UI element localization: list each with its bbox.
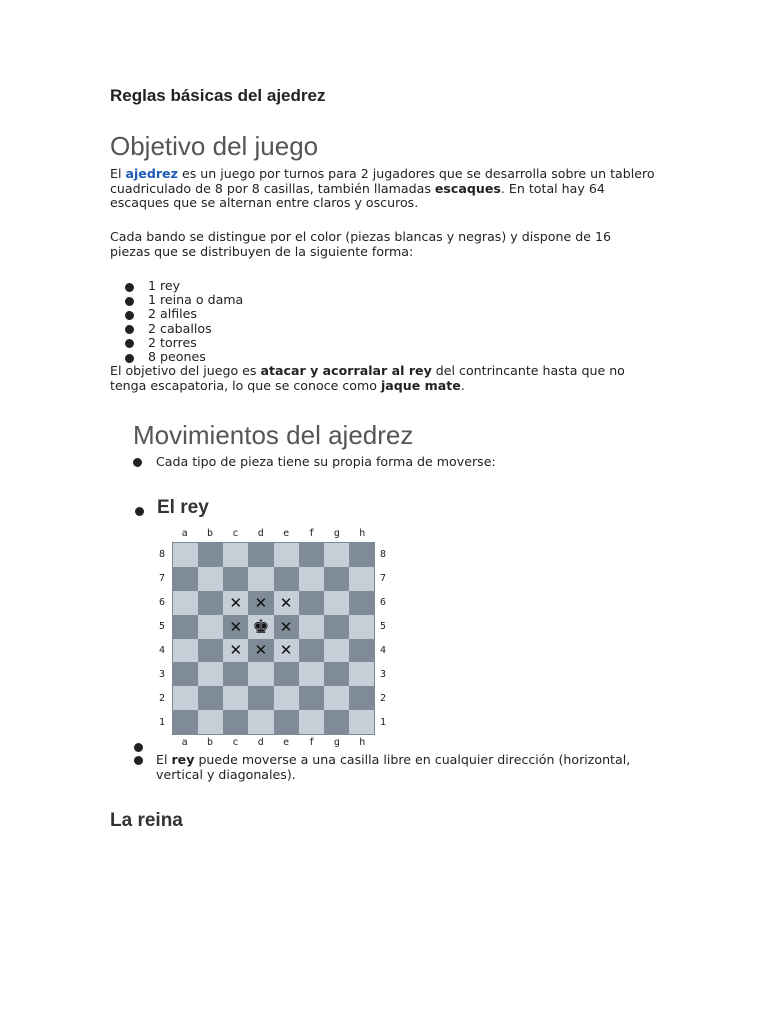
rank-label: 6	[380, 596, 387, 608]
square-g5	[324, 615, 349, 639]
rank-label: 2	[159, 693, 166, 705]
move-mark-icon: ✕	[229, 593, 243, 612]
movements-intro: Cada tipo de pieza tiene su propia forma de moverse:	[156, 454, 496, 469]
square-d5	[248, 615, 273, 639]
square-h1	[349, 710, 374, 734]
file-label: h	[359, 528, 366, 539]
ajedrez-link[interactable]: ajedrez	[125, 166, 178, 181]
file-label: d	[257, 737, 264, 748]
file-label: f	[308, 528, 315, 539]
file-label: g	[333, 737, 340, 748]
square-b3	[198, 662, 223, 686]
square-b1	[198, 710, 223, 734]
king-description	[156, 753, 656, 782]
jaque-mate-bold: jaque mate	[380, 377, 461, 393]
text-run: del contrincante hasta que no tenga escapatoria, lo que se conoce como	[110, 363, 625, 393]
bold-run: atacar y acorralar al rey	[260, 363, 432, 378]
text-run: .	[460, 377, 465, 393]
square-d2	[248, 686, 273, 710]
square-h6	[349, 591, 374, 615]
square-d1	[248, 710, 273, 734]
square-f1	[299, 710, 324, 734]
board-files-bottom	[172, 737, 375, 748]
square-e8	[274, 543, 299, 567]
square-c6	[223, 591, 248, 615]
square-g6	[324, 591, 349, 615]
list-item: 2 caballos	[110, 322, 243, 336]
square-f7	[299, 567, 324, 591]
square-e2	[274, 686, 299, 710]
square-c8	[223, 543, 248, 567]
square-h8	[349, 543, 374, 567]
list-item: 2 alfiles	[110, 307, 243, 321]
list-item: 8 peones	[110, 350, 243, 364]
square-f5	[299, 615, 324, 639]
rank-label: 6	[159, 596, 166, 608]
square-f8	[299, 543, 324, 567]
board-ranks-left	[159, 542, 165, 735]
file-label: c	[232, 528, 239, 539]
square-c4	[223, 639, 248, 663]
rank-label: 4	[159, 645, 166, 657]
square-h5	[349, 615, 374, 639]
square-c2	[223, 686, 248, 710]
text-run: es un juego por turnos para 2 jugadores que se desarrolla sobre un tablero cuadriculado de 8 por 8 casillas, también llamadas	[110, 166, 655, 196]
bullet-icon	[134, 756, 143, 765]
rank-label: 7	[380, 572, 387, 584]
square-e3	[274, 662, 299, 686]
queen-heading: La reina	[110, 810, 183, 831]
square-d4	[248, 639, 273, 663]
square-b6	[198, 591, 223, 615]
square-f4	[299, 639, 324, 663]
square-g7	[324, 567, 349, 591]
text-run: El objetivo del juego es	[110, 363, 261, 378]
square-g4	[324, 639, 349, 663]
chess-board	[172, 542, 375, 735]
move-mark-icon: ✕	[279, 617, 293, 636]
bullet-icon	[135, 507, 144, 516]
square-b5	[198, 615, 223, 639]
square-c7	[223, 567, 248, 591]
square-g8	[324, 543, 349, 567]
rank-label: 3	[159, 669, 166, 681]
square-a6	[173, 591, 198, 615]
square-c5	[223, 615, 248, 639]
square-c1	[223, 710, 248, 734]
square-f2	[299, 686, 324, 710]
objective-paragraph-1	[110, 167, 655, 211]
move-mark-icon: ✕	[254, 641, 268, 660]
text-run: puede moverse a una casilla libre en cualquier dirección (horizontal, vertical y diagonales).	[156, 752, 631, 782]
rey-bold: rey	[171, 752, 195, 767]
objective-paragraph-2: Cada bando se distingue por el color (piezas blancas y negras) y dispone de 16 piezas que se distribuyen de la siguiente forma:	[110, 229, 611, 259]
square-h4	[349, 639, 374, 663]
square-d6	[248, 591, 273, 615]
pieces-list	[110, 279, 243, 364]
square-e6	[274, 591, 299, 615]
list-item: 2 torres	[110, 336, 243, 350]
square-e7	[274, 567, 299, 591]
objective-heading: Objetivo del juego	[110, 131, 319, 161]
square-a4	[173, 639, 198, 663]
file-label: e	[283, 737, 290, 748]
file-label: f	[308, 737, 315, 748]
square-g1	[324, 710, 349, 734]
square-b2	[198, 686, 223, 710]
move-mark-icon: ✕	[229, 641, 243, 660]
square-h3	[349, 662, 374, 686]
move-mark-icon: ✕	[229, 617, 243, 636]
objective-paragraph-3	[110, 364, 655, 393]
square-f3	[299, 662, 324, 686]
square-a3	[173, 662, 198, 686]
square-b4	[198, 639, 223, 663]
list-item: 1 reina o dama	[110, 293, 243, 307]
document-title: Reglas básicas del ajedrez	[110, 86, 326, 105]
square-d3	[248, 662, 273, 686]
movements-heading: Movimientos del ajedrez	[133, 420, 414, 450]
list-item: 1 rey	[110, 279, 243, 293]
square-b7	[198, 567, 223, 591]
square-e5	[274, 615, 299, 639]
square-b8	[198, 543, 223, 567]
square-a7	[173, 567, 198, 591]
rank-label: 5	[159, 620, 166, 632]
square-f6	[299, 591, 324, 615]
square-c3	[223, 662, 248, 686]
square-g3	[324, 662, 349, 686]
escaques-bold: escaques	[434, 180, 501, 196]
board-ranks-right	[380, 542, 386, 735]
square-g2	[324, 686, 349, 710]
bullet-icon	[134, 743, 143, 752]
file-label: b	[207, 528, 214, 539]
move-mark-icon: ✕	[279, 641, 293, 660]
square-h7	[349, 567, 374, 591]
bullet-icon	[133, 458, 142, 467]
rank-label: 1	[380, 717, 387, 729]
file-label: h	[359, 737, 366, 748]
rank-label: 5	[380, 620, 387, 632]
square-a2	[173, 686, 198, 710]
square-h2	[349, 686, 374, 710]
rank-label: 3	[380, 669, 387, 681]
file-label: e	[283, 528, 290, 539]
king-heading: El rey	[157, 497, 209, 518]
file-label: d	[257, 528, 264, 539]
move-mark-icon: ✕	[279, 593, 293, 612]
square-e1	[274, 710, 299, 734]
rank-label: 8	[380, 548, 387, 560]
board-files-top	[172, 528, 375, 539]
rank-label: 2	[380, 693, 387, 705]
square-a8	[173, 543, 198, 567]
rank-label: 8	[159, 548, 166, 560]
file-label: c	[232, 737, 239, 748]
file-label: g	[333, 528, 340, 539]
file-label: a	[181, 528, 188, 539]
square-a1	[173, 710, 198, 734]
file-label: b	[207, 737, 214, 748]
file-label: a	[181, 737, 188, 748]
text-run: El	[110, 166, 126, 181]
text-run: . En total hay 64 escaques que se alternan entre claros y oscuros.	[110, 180, 605, 210]
move-mark-icon: ✕	[254, 593, 268, 612]
square-a5	[173, 615, 198, 639]
text-run: El	[156, 752, 172, 767]
rank-label: 7	[159, 572, 166, 584]
square-d7	[248, 567, 273, 591]
rank-label: 4	[380, 645, 387, 657]
square-e4	[274, 639, 299, 663]
rank-label: 1	[159, 717, 166, 729]
king-piece-icon: ♚	[252, 615, 270, 638]
square-d8	[248, 543, 273, 567]
